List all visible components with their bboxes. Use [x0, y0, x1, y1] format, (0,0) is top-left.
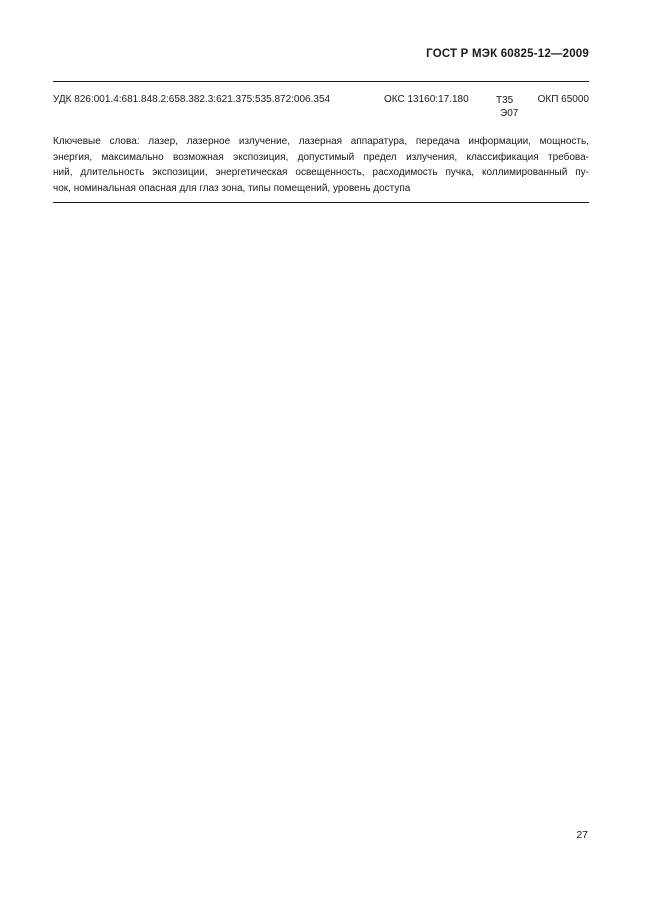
bottom-divider — [53, 202, 589, 203]
class-codes — [496, 94, 518, 120]
keywords-line: ний, длительность экспозиции, энергетическая освещенность, расходимость пучка, коллимированный пу- — [53, 167, 589, 178]
udc-code: УДК 826:001.4:681.848.2:658.382.3:621.375:535.872:006.354 — [53, 94, 331, 105]
keywords-line: энергия, максимально возможная экспозиция, допустимый предел излучения, классификация требова- — [53, 151, 589, 163]
page-number: 27 — [576, 829, 588, 841]
keywords-paragraph — [53, 134, 589, 196]
standard-header: ГОСТ Р МЭК 60825-12—2009 — [426, 48, 589, 60]
keywords-line: чок, номинальная опасная для глаз зона, типы помещений, уровень доступа — [53, 182, 411, 194]
keywords-line: Ключевые слова: лазер, лазерное излучение, лазерная аппаратура, передача информации, мощность, — [53, 136, 589, 147]
class-code-e07: Э07 — [500, 108, 519, 119]
class-code-t35: Т35 — [496, 95, 514, 106]
okp-code: ОКП 65000 — [537, 94, 589, 105]
top-divider — [53, 81, 589, 82]
classification-codes — [53, 94, 589, 124]
oks-code: ОКС 13160:17.180 — [384, 94, 469, 105]
